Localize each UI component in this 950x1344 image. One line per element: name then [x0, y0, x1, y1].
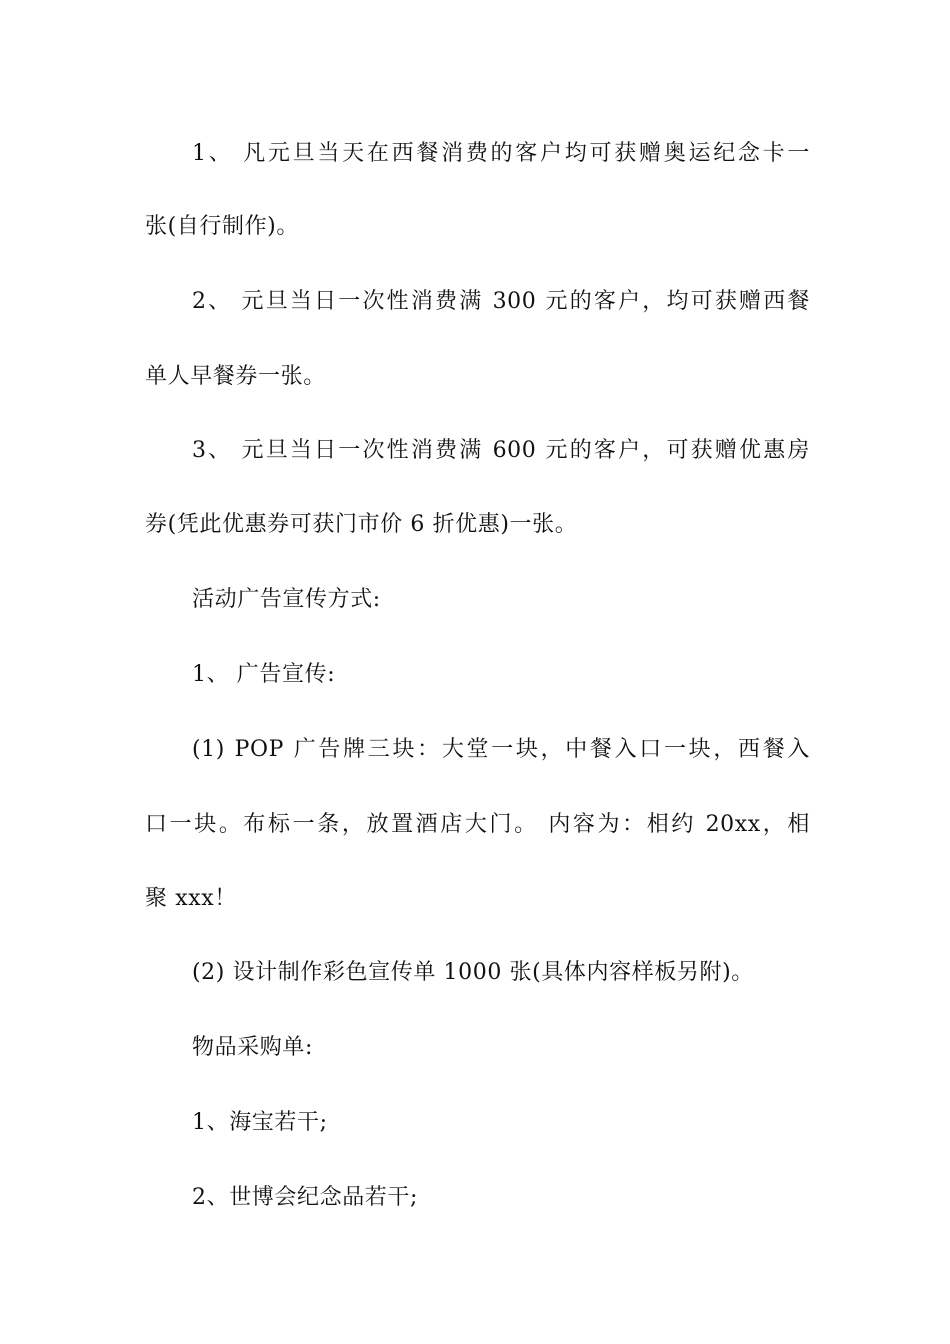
paragraph-line: 券(凭此优惠券可获门市价 6 折优惠)一张。	[145, 512, 578, 537]
paragraph-line: (1) POP 广告牌三块：大堂一块，中餐入口一块，西餐入	[192, 737, 810, 762]
list-item: 1、 广告宣传:	[192, 662, 336, 687]
section-heading: 活动广告宣传方式:	[192, 587, 381, 612]
paragraph-line: 聚 xxx！	[145, 886, 237, 911]
paragraph-line: (2) 设计制作彩色宣传单 1000 张(具体内容样板另附)。	[192, 960, 754, 985]
section-heading: 物品采购单:	[192, 1035, 314, 1060]
paragraph-line: 3、 元旦当日一次性消费满 600 元的客户，可获赠优惠房	[192, 438, 810, 463]
paragraph-line: 口一块。布标一条，放置酒店大门。 内容为：相约 20xx，相	[145, 812, 810, 837]
paragraph-line: 张(自行制作)。	[145, 214, 299, 239]
list-item: 2、世博会纪念品若干;	[192, 1185, 419, 1210]
paragraph-line: 2、 元旦当日一次性消费满 300 元的客户，均可获赠西餐	[192, 289, 810, 314]
paragraph-line: 单人早餐券一张。	[145, 364, 326, 389]
paragraph-line: 1、 凡元旦当天在西餐消费的客户均可获赠奥运纪念卡一	[192, 141, 810, 166]
list-item: 1、海宝若干;	[192, 1110, 328, 1135]
